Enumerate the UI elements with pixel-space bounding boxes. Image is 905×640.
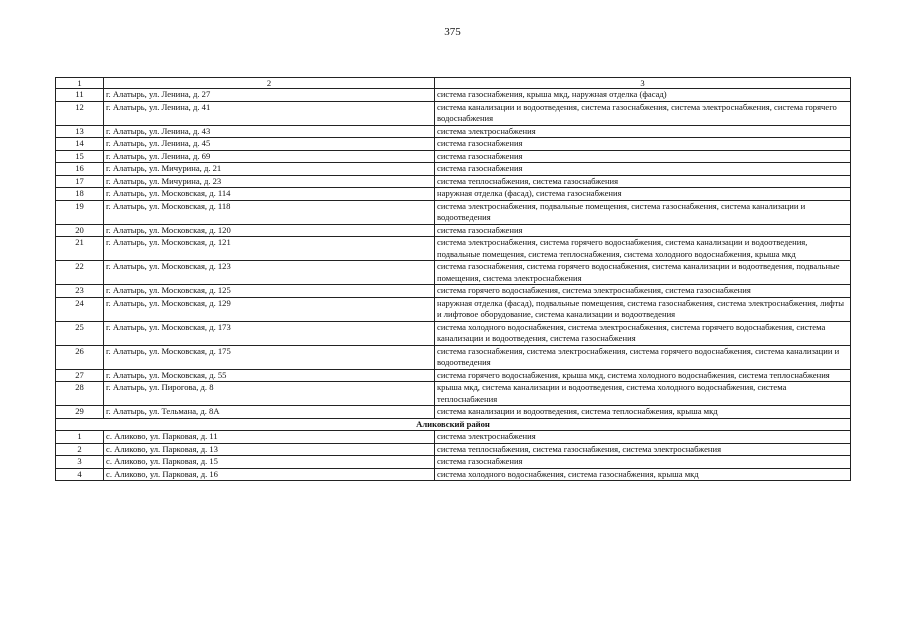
row-number: 16 <box>56 163 104 176</box>
row-address: г. Алатырь, ул. Московская, д. 173 <box>104 321 435 345</box>
row-systems: система теплоснабжения, система газоснабжения <box>435 175 851 188</box>
row-number: 13 <box>56 125 104 138</box>
row-address: г. Алатырь, ул. Московская, д. 175 <box>104 345 435 369</box>
row-number: 26 <box>56 345 104 369</box>
row-systems: система канализации и водоотведения, система теплоснабжения, крыша мкд <box>435 406 851 419</box>
row-address: г. Алатырь, ул. Московская, д. 129 <box>104 297 435 321</box>
row-number: 14 <box>56 138 104 151</box>
row-number: 24 <box>56 297 104 321</box>
table-row <box>56 150 851 163</box>
row-systems: крыша мкд, система канализации и водоотведения, система холодного водоснабжения, система теплоснабжения <box>435 382 851 406</box>
row-systems: система газоснабжения <box>435 163 851 176</box>
row-systems: система газоснабжения <box>435 138 851 151</box>
table-row <box>56 89 851 102</box>
row-systems: система горячего водоснабжения, система электроснабжения, система газоснабжения <box>435 285 851 298</box>
section-title: Аликовский район <box>56 418 851 431</box>
table-row <box>56 406 851 419</box>
section-row <box>56 418 851 431</box>
row-systems: система канализации и водоотведения, система газоснабжения, система электроснабжения, система горячего водоснабжения <box>435 101 851 125</box>
row-address: г. Алатырь, ул. Ленина, д. 69 <box>104 150 435 163</box>
row-number: 25 <box>56 321 104 345</box>
row-address: г. Алатырь, ул. Московская, д. 125 <box>104 285 435 298</box>
row-systems: система теплоснабжения, система газоснабжения, система электроснабжения <box>435 443 851 456</box>
row-systems: система газоснабжения, система электроснабжения, система горячего водоснабжения, система канализации и водоотведения <box>435 345 851 369</box>
row-systems: наружная отделка (фасад), система газоснабжения <box>435 188 851 201</box>
table-row <box>56 138 851 151</box>
row-systems: система газоснабжения, система горячего водоснабжения, система канализации и водоотведения, подвальные помещения, система электроснабжения <box>435 261 851 285</box>
row-address: г. Алатырь, ул. Московская, д. 120 <box>104 224 435 237</box>
row-number: 12 <box>56 101 104 125</box>
table-row <box>56 237 851 261</box>
row-number: 1 <box>56 431 104 444</box>
row-systems: система электроснабжения <box>435 431 851 444</box>
row-address: г. Алатырь, ул. Московская, д. 121 <box>104 237 435 261</box>
row-systems: наружная отделка (фасад), подвальные помещения, система газоснабжения, система электроснабжения, лифты и лифтовое оборудование, система канализации и водоотведения <box>435 297 851 321</box>
table-row <box>56 382 851 406</box>
row-address: г. Алатырь, ул. Тельмана, д. 8А <box>104 406 435 419</box>
table-row <box>56 188 851 201</box>
table-row <box>56 345 851 369</box>
row-address: г. Алатырь, ул. Мичурина, д. 21 <box>104 163 435 176</box>
row-address: г. Алатырь, ул. Московская, д. 118 <box>104 200 435 224</box>
row-number: 28 <box>56 382 104 406</box>
row-number: 18 <box>56 188 104 201</box>
page-number: 375 <box>444 26 461 38</box>
table-row <box>56 163 851 176</box>
header-cell-systems: 3 <box>435 78 851 89</box>
row-address: с. Аликово, ул. Парковая, д. 13 <box>104 443 435 456</box>
row-systems: система электроснабжения, система горячего водоснабжения, система канализации и водоотведения, подвальные помещения, система теплоснабжения, система холодного водоснабжения, крыша мкд <box>435 237 851 261</box>
row-address: г. Алатырь, ул. Ленина, д. 43 <box>104 125 435 138</box>
table-row <box>56 456 851 469</box>
row-address: с. Аликово, ул. Парковая, д. 16 <box>104 468 435 481</box>
table-row <box>56 125 851 138</box>
row-address: г. Алатырь, ул. Московская, д. 55 <box>104 369 435 382</box>
row-number: 20 <box>56 224 104 237</box>
housing-table <box>55 77 851 481</box>
table-row <box>56 468 851 481</box>
row-systems: система электроснабжения <box>435 125 851 138</box>
row-address: г. Алатырь, ул. Московская, д. 123 <box>104 261 435 285</box>
row-number: 11 <box>56 89 104 102</box>
row-number: 15 <box>56 150 104 163</box>
table-row <box>56 200 851 224</box>
row-systems: система холодного водоснабжения, система электроснабжения, система горячего водоснабжения, система канализации и водоотведения, система газоснабжения <box>435 321 851 345</box>
row-systems: система газоснабжения <box>435 150 851 163</box>
row-address: г. Алатырь, ул. Пирогова, д. 8 <box>104 382 435 406</box>
table-body <box>56 78 851 481</box>
header-cell-address: 2 <box>104 78 435 89</box>
table-row <box>56 431 851 444</box>
row-number: 23 <box>56 285 104 298</box>
row-address: с. Аликово, ул. Парковая, д. 11 <box>104 431 435 444</box>
table-row <box>56 321 851 345</box>
row-systems: система электроснабжения, подвальные помещения, система газоснабжения, система канализации и водоотведения <box>435 200 851 224</box>
row-number: 19 <box>56 200 104 224</box>
row-systems: система холодного водоснабжения, система газоснабжения, крыша мкд <box>435 468 851 481</box>
table-row <box>56 443 851 456</box>
row-address: г. Алатырь, ул. Московская, д. 114 <box>104 188 435 201</box>
header-cell-number: 1 <box>56 78 104 89</box>
row-number: 4 <box>56 468 104 481</box>
row-systems: система газоснабжения <box>435 456 851 469</box>
row-systems: система газоснабжения <box>435 224 851 237</box>
table-row <box>56 224 851 237</box>
table-header-row <box>56 78 851 89</box>
row-number: 27 <box>56 369 104 382</box>
row-address: г. Алатырь, ул. Ленина, д. 27 <box>104 89 435 102</box>
table-row <box>56 297 851 321</box>
row-number: 29 <box>56 406 104 419</box>
row-address: г. Алатырь, ул. Ленина, д. 45 <box>104 138 435 151</box>
table-row <box>56 261 851 285</box>
row-address: г. Алатырь, ул. Ленина, д. 41 <box>104 101 435 125</box>
row-number: 2 <box>56 443 104 456</box>
row-number: 17 <box>56 175 104 188</box>
row-number: 3 <box>56 456 104 469</box>
table-row <box>56 175 851 188</box>
table-row <box>56 101 851 125</box>
row-number: 22 <box>56 261 104 285</box>
row-address: с. Аликово, ул. Парковая, д. 15 <box>104 456 435 469</box>
row-number: 21 <box>56 237 104 261</box>
table-row <box>56 285 851 298</box>
table-row <box>56 369 851 382</box>
row-address: г. Алатырь, ул. Мичурина, д. 23 <box>104 175 435 188</box>
row-systems: система горячего водоснабжения, крыша мкд, система холодного водоснабжения, система теплоснабжения <box>435 369 851 382</box>
row-systems: система газоснабжения, крыша мкд, наружная отделка (фасад) <box>435 89 851 102</box>
